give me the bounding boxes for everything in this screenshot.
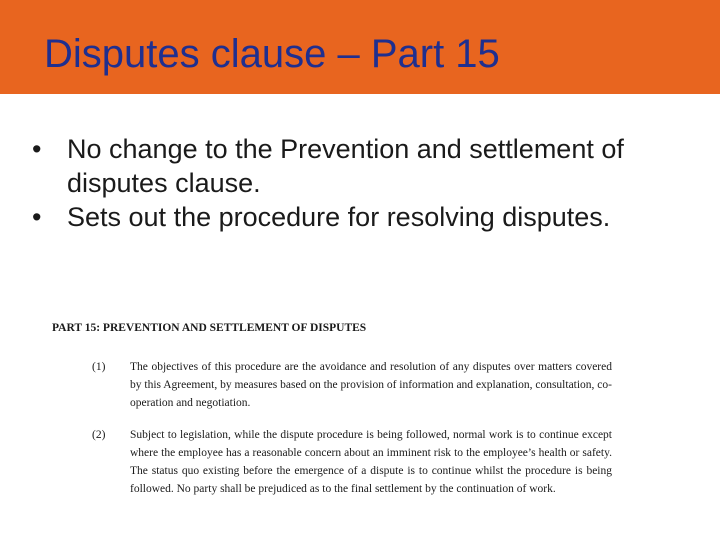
bullet-item <box>30 132 670 200</box>
clause-number: (1) <box>92 361 106 373</box>
slide-title: Disputes clause – Part 15 <box>44 32 500 76</box>
bullet-marker: • <box>32 202 42 232</box>
bullet-text: No change to the Prevention and settlement of disputes clause. <box>67 134 624 198</box>
excerpt-heading: PART 15: PREVENTION AND SETTLEMENT OF DISPUTES <box>52 322 367 334</box>
clause-text: The objectives of this procedure are the avoidance and resolution of any disputes over matters covered by this Agreement, by measures based on the provision of information and explanation, consultation, co-operation and negotiation. <box>130 361 612 409</box>
clause-item <box>52 426 612 498</box>
bullet-text: Sets out the procedure for resolving disputes. <box>67 202 611 232</box>
bullet-marker: • <box>32 134 42 164</box>
clause-number: (2) <box>92 429 106 441</box>
clause-item <box>52 358 612 412</box>
bullet-list <box>30 132 670 234</box>
document-excerpt <box>52 320 612 512</box>
bullet-item <box>30 200 670 234</box>
clause-text: Subject to legislation, while the dispute procedure is being followed, normal work is to continue except where the employee has a reasonable concern about an imminent risk to the employee’s health or safety. The status quo existing before the emergence of a dispute is to continue whilst the procedure is being followed. No party shall be prejudiced as to the final settlement by the continuation of work. <box>130 429 612 495</box>
